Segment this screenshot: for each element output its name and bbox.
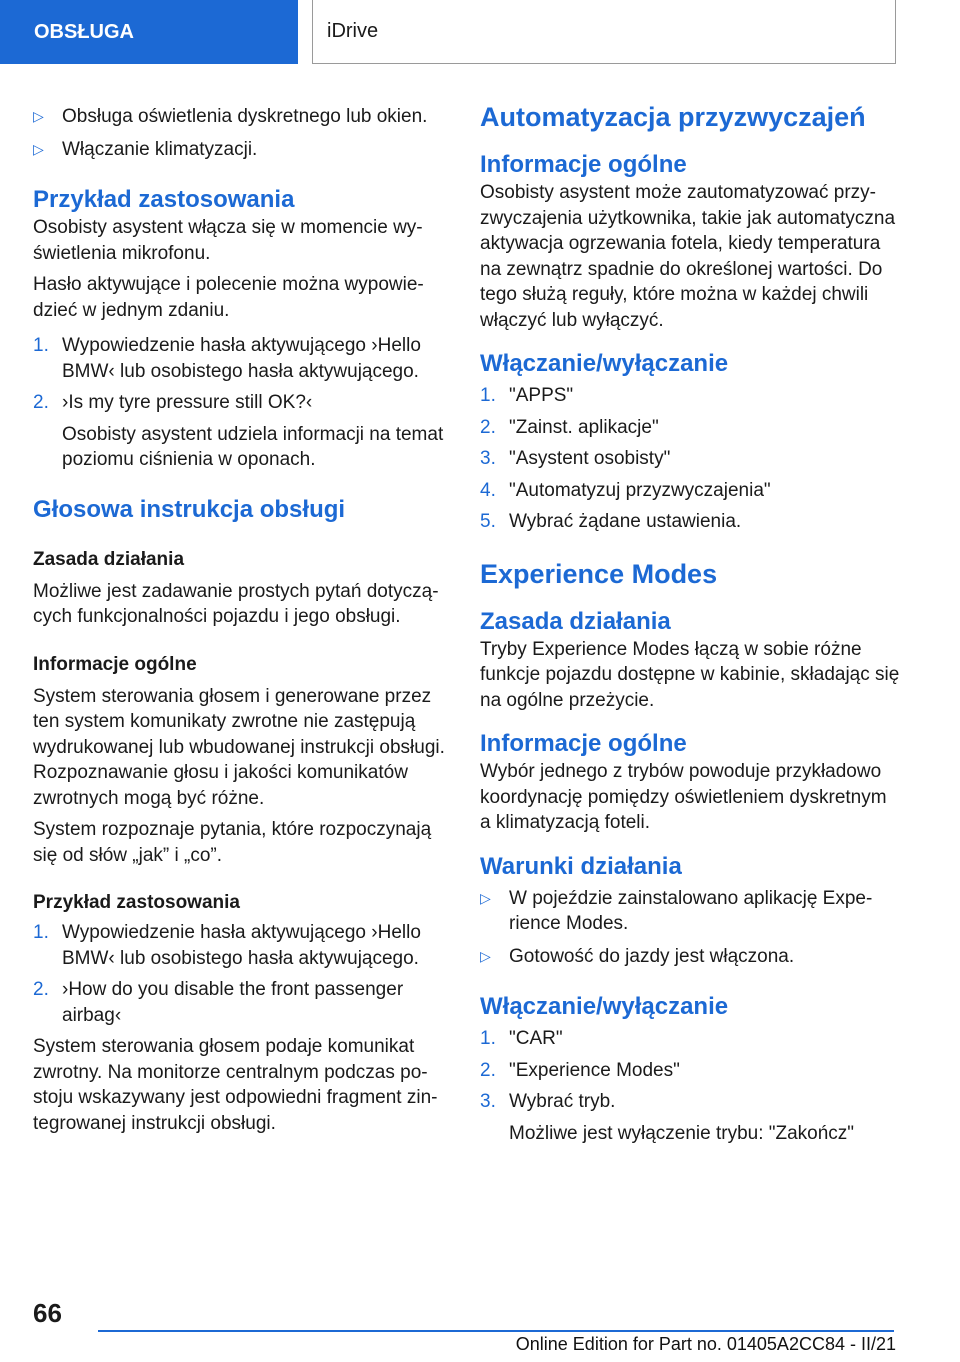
numbered-step: 1. Wypowiedzenie hasła aktywującego ›Hello BMW‹ lub osobistego hasła aktywującego. xyxy=(33,922,421,969)
heading-info: Informacje ogólne xyxy=(33,653,197,675)
heading-principle: Zasada działania xyxy=(480,607,671,635)
paragraph: Wybór jednego z trybów powoduje przykładowo koordynację pomiędzy oświetleniem dyskretnym a klimatyzacją foteli. xyxy=(480,761,887,833)
triangle-bullet-icon: ▷ xyxy=(33,108,44,124)
section-tab xyxy=(0,0,298,64)
heading-example-2: Przykład zastosowania xyxy=(33,892,240,913)
left-column xyxy=(33,100,453,1136)
numbered-step: 2. ›How do you disable the front passenger airbag‹ xyxy=(33,979,404,1026)
paragraph: Możliwe jest zadawanie prostych pytań dotyczą- cych funkcjonalności pojazdu i jego obsługi. xyxy=(33,580,439,627)
paragraph: Osobisty asystent włącza się w momencie wy- świetlenia mikrofonu. xyxy=(33,217,423,264)
numbered-step: 2. "Zainst. aplikacje" xyxy=(480,416,659,438)
page-number: 66 xyxy=(33,1298,62,1328)
chapter-title: iDrive xyxy=(327,20,379,42)
bullet-item: ▷ Obsługa oświetlenia dyskretnego lub okien. xyxy=(33,104,453,130)
heading-on-off-2: Włączanie/wyłączanie xyxy=(480,993,729,1020)
numbered-step: 2. "Experience Modes" xyxy=(480,1059,680,1081)
numbered-step: 1. "CAR" xyxy=(480,1028,563,1049)
heading-principle: Zasada działania xyxy=(33,548,185,570)
heading-example: Przykład zastosowania xyxy=(33,186,295,213)
bullet-item: ▷ Gotowość do jazdy jest włączona. xyxy=(480,944,900,970)
numbered-step: 4. "Automatyzuj przyzwyczajenia" xyxy=(480,479,771,501)
section-title: OBSŁUGA xyxy=(34,20,134,43)
heading-voice-manual: Głosowa instrukcja obsługi xyxy=(33,495,346,523)
paragraph: Tryby Experience Modes łączą w sobie różne funkcje pojazdu dostępne w kabinie, składając się na ogólne przeżycie. xyxy=(480,638,900,711)
right-column xyxy=(480,100,900,1152)
paragraph: System sterowania głosem podaje komunikat zwrotny. Na monitorze centralnym podczas po- stoju wskazywany jest odpowiedni fragment zin- tegrowanej instrukcji obsługi. xyxy=(33,1036,438,1134)
triangle-bullet-icon: ▷ xyxy=(480,889,491,906)
paragraph: Hasło aktywujące i polecenie można wypowie- dzieć w jednym zdaniu. xyxy=(33,274,424,321)
heading-info-2: Informacje ogólne xyxy=(480,730,687,757)
numbered-step: 1. "APPS" xyxy=(480,385,574,406)
paragraph: System sterowania głosem i generowane przez ten system komunikaty zwrotne nie zastępują wydrukowanej lub wbudowanej instrukcji obsługi. Rozpoznawanie głosu i jakości komunikatów zwrotnych mogą być różne. xyxy=(33,685,445,809)
numbered-step: 3. "Asystent osobisty" xyxy=(480,448,671,469)
heading-experience-modes: Experience Modes xyxy=(480,558,718,589)
step-note: Osobisty asystent udziela informacji na temat poziomu ciśnienia w oponach. xyxy=(62,423,444,470)
numbered-step: 1. Wypowiedzenie hasła aktywującego ›Hello BMW‹ lub osobistego hasła aktywującego. xyxy=(33,335,421,382)
numbered-step: 2. ›Is my tyre pressure still OK?‹ xyxy=(33,392,313,413)
numbered-step: 3. Wybrać tryb. xyxy=(480,1091,616,1112)
edition-note: Online Edition for Part no. 01405A2CC84 - II/21 xyxy=(515,1334,896,1354)
footer-rule xyxy=(98,1330,894,1332)
heading-habit-automation: Automatyzacja przyzwyczajeń xyxy=(480,102,866,132)
bullet-item: ▷ W pojeździe zainstalowano aplikację Expe- rience Modes. xyxy=(480,886,900,937)
heading-info: Informacje ogólne xyxy=(480,151,687,178)
triangle-bullet-icon: ▷ xyxy=(480,947,491,964)
bullet-item: ▷ Włączanie klimatyzacji. xyxy=(33,137,453,163)
step-note: Możliwe jest wyłączenie trybu: "Zakończ" xyxy=(509,1122,855,1144)
heading-on-off: Włączanie/wyłączanie xyxy=(480,350,729,377)
triangle-bullet-icon: ▷ xyxy=(33,140,44,157)
heading-conditions: Warunki działania xyxy=(480,852,682,880)
chapter-tab xyxy=(312,0,896,64)
paragraph: System rozpoznaje pytania, które rozpoczynają się od słów „jak” i „co”. xyxy=(33,819,432,866)
paragraph: Osobisty asystent może zautomatyzować przy- zwyczajenia użytkownika, takie jak automatyczna aktywacja ogrzewania fotela, kiedy temperatura na zewnątrz spadnie do określonej wartości. Do tego służą reguły, które można w każdej chwili włączyć lub wyłączyć. xyxy=(480,182,896,331)
numbered-step: 5. Wybrać żądane ustawienia. xyxy=(480,511,742,532)
